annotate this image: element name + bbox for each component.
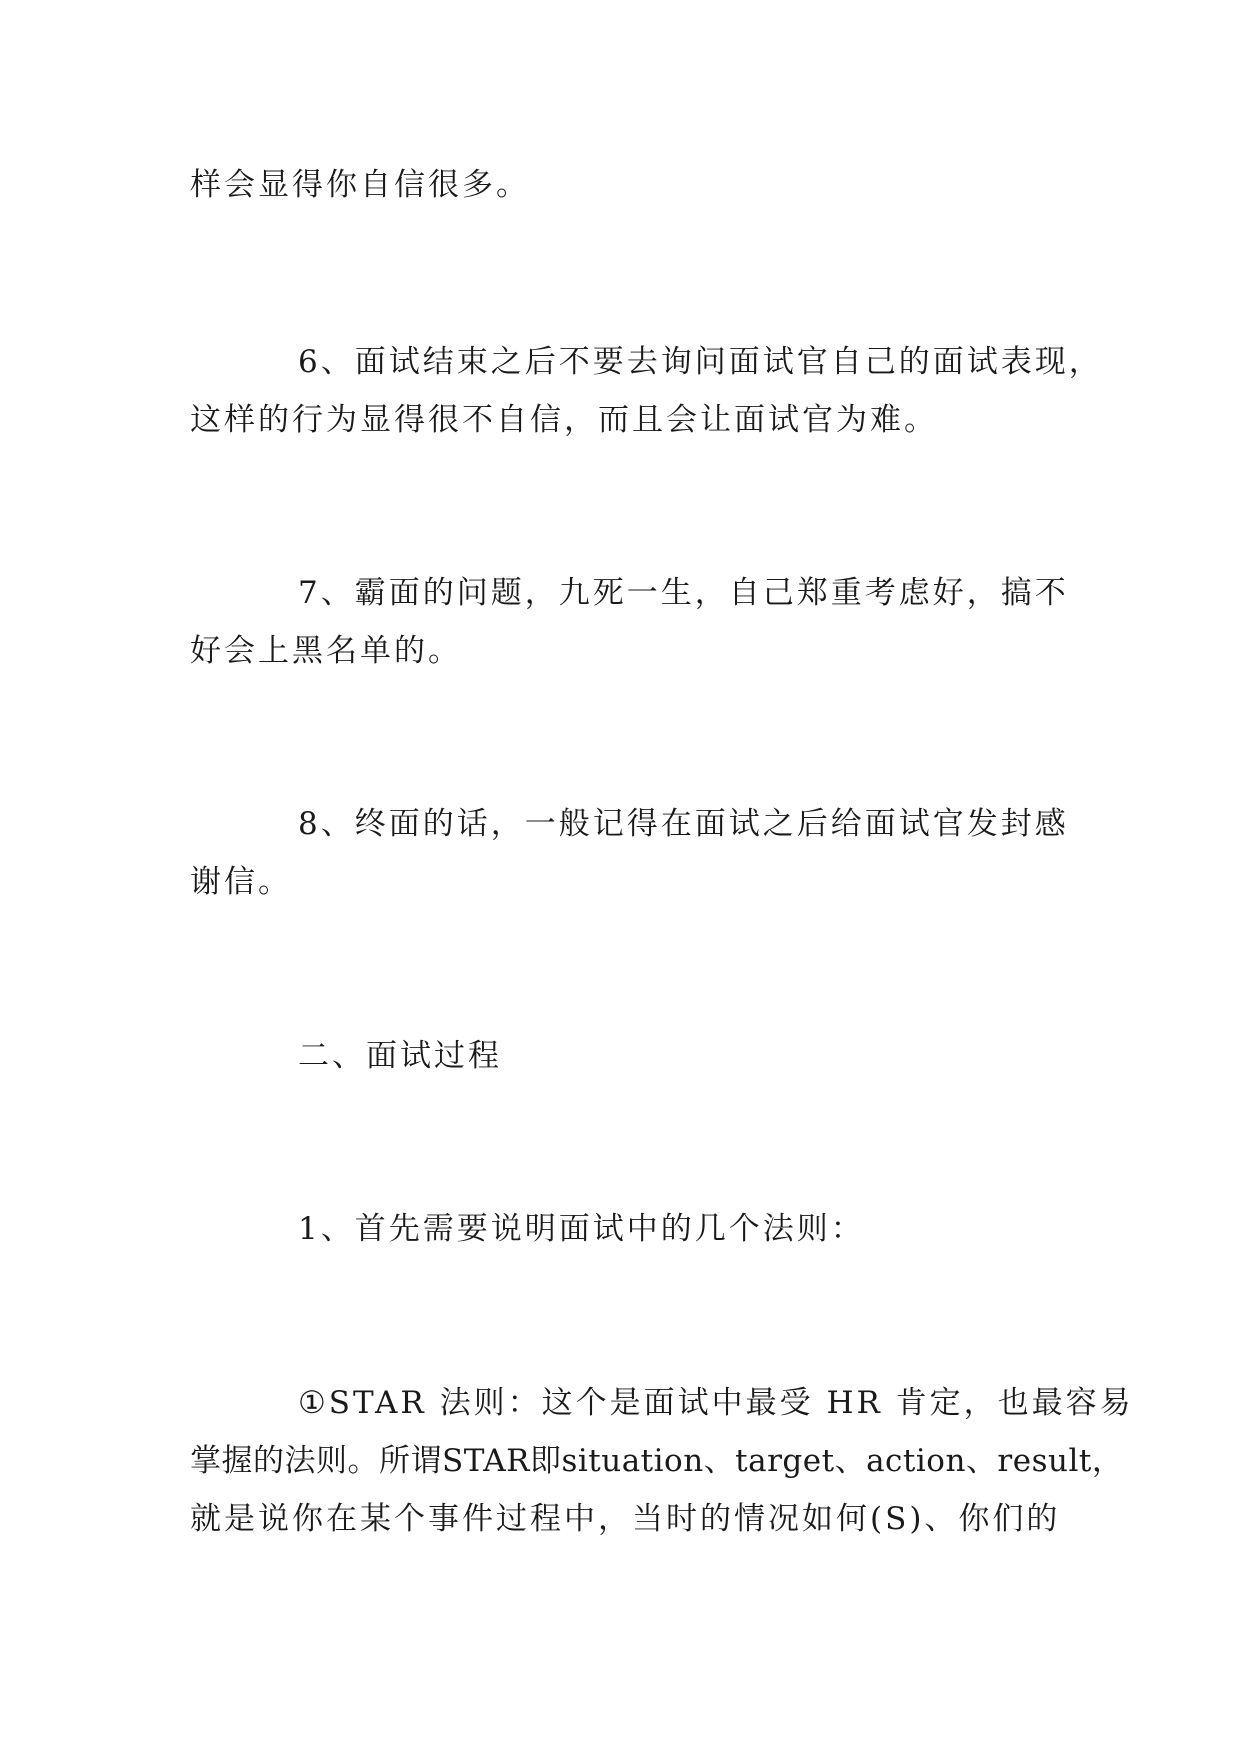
star-rule-line-3: 就是说你在某个事件过程中，当时的情况如何(S)、你们的 [190, 1501, 1061, 1537]
paragraph-7-line-1: 7、霸面的问题，九死一生，自己郑重考虑好，搞不 [298, 575, 1069, 611]
paragraph-8-line-2: 谢信。 [190, 864, 292, 900]
rules-intro: 1、首先需要说明面试中的几个法则： [298, 1211, 865, 1247]
paragraph-5-continuation: 样会显得你自信很多。 [190, 167, 530, 203]
paragraph-6-line-1: 6、面试结束之后不要去询问面试官自己的面试表现， [298, 344, 1103, 380]
paragraph-7-line-2: 好会上黑名单的。 [190, 633, 462, 669]
star-rule-line-1: ①STAR 法则：这个是面试中最受 HR 肯定，也最容易 [298, 1385, 1134, 1421]
section-heading: 二、面试过程 [298, 1038, 502, 1074]
paragraph-8-line-1: 8、终面的话，一般记得在面试之后给面试官发封感 [298, 806, 1069, 842]
paragraph-6-line-2: 这样的行为显得很不自信，而且会让面试官为难。 [190, 402, 938, 438]
star-rule-line-2: 掌握的法则。所谓STAR即situation、target、action、result， [190, 1443, 1124, 1479]
